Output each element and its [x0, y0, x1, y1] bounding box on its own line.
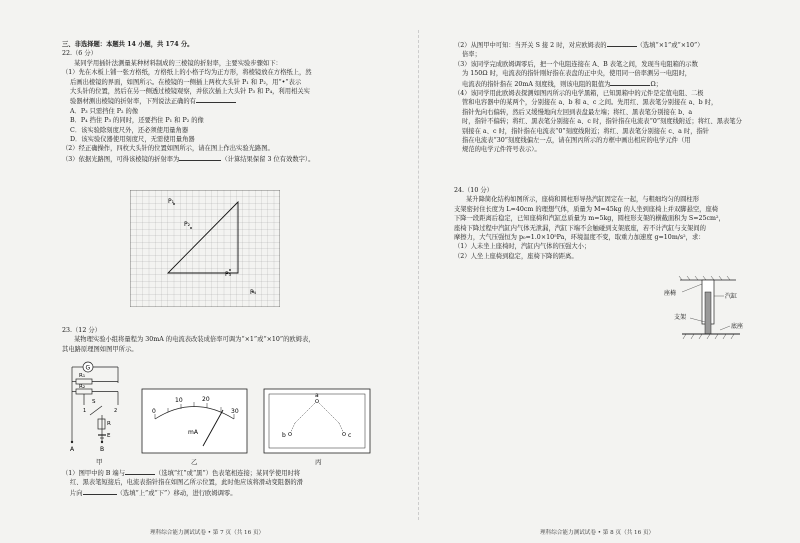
label-terminal-1: 1	[83, 408, 87, 414]
q22-option-a: A．P₃ 只需挡住 P₂ 的像	[70, 107, 139, 115]
q23-p3-blank[interactable]	[610, 79, 650, 86]
q23-block	[62, 326, 384, 354]
q23-p2b: （选填“×1”或“×10”）	[636, 42, 704, 49]
label-r2: R₂	[79, 384, 86, 390]
q23-p4f: 指在电流表“30”刻度线偏左一点，请在图丙所示的方框中画出相应的电学元件（用	[462, 137, 691, 145]
q22-s3	[62, 154, 384, 164]
label-p3: P₃	[225, 271, 232, 278]
q22-option-b: B．P₄ 挡住 P₃ 的同时，还要挡住 P₁ 和 P₂ 的像	[70, 117, 204, 125]
meter-symbol: G	[85, 364, 91, 372]
q23-p4c: 指针先向右偏转，然后又缓慢地向左回到表盘最左端；将红、黑表笔分别接在 b、a	[462, 108, 693, 116]
right-page	[454, 40, 764, 155]
section-title: 三、非选择题：本题共 14 小题，共 174 分。	[62, 41, 194, 48]
q23-p3b: 为 150Ω 时，电流表的指针刚好指在表盘的正中央，使用同一倍率测另一电阻时，	[462, 70, 692, 78]
prism-grid-figure	[130, 190, 280, 307]
q24-t5: 摩擦力，大气压强恒为 p₀=1.0×10⁵Pa，环境温度不变，取重力加速度 g=10m/s²，求：	[454, 234, 705, 242]
q23-p1-blank1[interactable]	[125, 468, 155, 475]
tick-20: 20	[202, 396, 210, 403]
q23-part1	[62, 468, 384, 498]
page-divider	[418, 30, 419, 520]
q22-number: 22.（6 分）	[62, 50, 97, 58]
q23-p3-line	[454, 79, 764, 89]
q23-p3c: 电流表的指针指在 20mA 刻度线，则该电阻的阻值为	[462, 80, 611, 88]
tick-30: 30	[231, 408, 239, 415]
q23-p4a: （4）该同学用此欧姆表探测如图丙所示的电学黑箱，已知黑箱中的元件是定值电阻、二极	[454, 90, 704, 98]
label-e: E	[107, 433, 111, 439]
q23-p2-blank[interactable]	[607, 40, 637, 47]
label-b: B	[100, 446, 105, 453]
footer-left: 理科综合能力测试试卷 • 第 7 页（共 16 页）	[150, 530, 265, 536]
q24-number: 24.（10 分）	[454, 187, 493, 194]
q24-t3: 下降一段距离后稳定，已知座椅和汽缸总质量为 m=5kg，圆柱形支架的横截面积为 S=25cm²，	[454, 215, 725, 223]
label-base: 底座	[731, 323, 744, 330]
q23-p4e: 别接在 a、c 时，指针指在电流表“0”刻度线附近；将红、黑表笔分别接在 c、a 时，指针	[462, 127, 710, 135]
q22-option-d: D．该实验仪器使用刻度尺，无需使用量角器	[70, 136, 195, 144]
lift-chair-figure	[660, 272, 760, 348]
caption-jia: 甲	[96, 458, 103, 466]
label-p1: P₁	[168, 198, 175, 205]
q24-t1: 某升降简化结构如图所示，座椅和圆柱形导热汽缸固定在一起，与粗细均匀的圆柱形	[466, 196, 699, 204]
tick-10: 10	[175, 397, 183, 404]
q23-p3a: （3）该同学完成欧姆调零后，把一个电阻连接在 A、B 表笔之间，发现当电阻箱的示数	[454, 60, 698, 68]
meter-unit: mA	[188, 429, 198, 436]
q22-s1a: （1）先在木板上铺一张方格纸，方格纸上的小格子均为正方形，将棱镜放在方格纸上，然	[62, 69, 312, 77]
q23-p1e: （选填“上”或“下”）移动，进行欧姆调零。	[116, 489, 237, 497]
label-p4: P₄	[250, 289, 257, 296]
q22-s1-blank[interactable]	[196, 96, 236, 103]
label-a: A	[70, 446, 75, 453]
q23-p4g: 规范的电学元件符号表示）。	[462, 146, 541, 154]
terminal-b[interactable]	[101, 441, 103, 443]
q23-number: 23.（12 分）	[62, 327, 101, 334]
q23-p1c: 红、黑表笔短接后，电流表指针指在如图乙所示位置，此时他应该将滑动变阻器的滑	[70, 479, 303, 487]
q22-s1b: 后画出棱镜的界面，如图所示。在棱镜的一侧插上两枚大头针 P₁ 和 P₂，用“•”表示	[70, 78, 302, 86]
q23-p2c: 倍率；	[462, 51, 481, 59]
node-b[interactable]	[289, 433, 292, 436]
label-s: S	[92, 399, 96, 405]
terminal-a[interactable]	[71, 441, 73, 443]
q22-s3-tail: （计算结果保留 3 位有效数字）。	[221, 155, 315, 163]
q23-p1b: （选填“红”或“黑”）色表笔相连接；某同学使用时将	[155, 470, 301, 477]
q22-option-c: C．该实验除刻度尺外，还必须使用量角器	[70, 126, 189, 134]
q23-p4b: 管和电容器中的某两个，分别接在 a、b 和 a、c 之间。先用红、黑表笔分别接在 a、b 时，	[462, 99, 718, 107]
q23-p1-line1	[62, 468, 384, 478]
caption-yi: 乙	[191, 458, 198, 466]
q23-intro-b: 其电路原理图如图甲所示。	[62, 345, 138, 353]
q23-p2a: （2）从图甲中可知：当开关 S 接 2 时，对应欧姆表的	[454, 42, 607, 49]
label-terminal-2: 2	[114, 408, 118, 414]
grid-paper	[130, 190, 280, 307]
switch-s[interactable]	[90, 406, 102, 415]
node-a[interactable]	[316, 400, 319, 403]
q24-t4: 座椅下降过程中汽缸内气体无泄漏，汽缸下端不会触碰到支架底座，若不计汽缸与支架间的	[454, 224, 706, 232]
q22-s1d-text: 验器材测出棱镜的折射率，下列说法正确的有	[70, 98, 196, 106]
q23-p1d: 片向	[70, 489, 83, 497]
q22-s3-blank[interactable]	[179, 154, 221, 161]
q23-p2-line	[454, 40, 764, 50]
q23-p1-line3	[62, 488, 384, 498]
q23-p3d: Ω；	[650, 80, 663, 88]
node-c[interactable]	[343, 433, 346, 436]
q22-s2: （2）经正确操作，四枚大头针的位置如图所示，请在图上作出实验光路图。	[62, 145, 274, 153]
label-r1: R₁	[79, 373, 86, 379]
pin-p2	[190, 227, 192, 229]
label-stand: 支架	[674, 314, 687, 321]
q23-p1-blank2[interactable]	[83, 488, 117, 495]
label-r: R	[107, 421, 111, 427]
rheostat-r[interactable]	[98, 419, 105, 429]
label-node-c: c	[348, 432, 352, 439]
label-seat: 座椅	[664, 290, 677, 297]
left-page	[62, 40, 384, 164]
q23-intro-a: 某物理实验小组将量程为 30mA 的电流表改装成倍率可调为“×1”或“×10”的欧姆表，	[74, 336, 315, 344]
q23-p1a: （1）图甲中的 B 端与	[62, 470, 126, 477]
q23-p4d: 时，指针不偏转；将红、黑表笔分别接在 a、c 时，指针指在电流表“0”刻度线附近；将红、黑表笔分	[462, 118, 742, 126]
label-node-b: b	[282, 432, 286, 439]
q22-s1c: 大头针的位置，然后在另一侧透过棱镜观察，并依次插上大头针 P₃ 和 P₄，利用相关实	[70, 88, 310, 96]
label-node-a: a	[315, 392, 319, 399]
support-rod	[705, 292, 711, 334]
meter-dial-yi	[141, 388, 248, 454]
circuit-diagram-jia	[62, 357, 137, 457]
caption-bing: 丙	[315, 458, 322, 466]
label-p2: P₂	[184, 221, 191, 228]
q24-t2: 支架密封住长度为 L=40cm 的理想气体，质量为 M=45kg 的人坐到座椅上并双脚悬空，座椅	[454, 205, 719, 213]
tick-0: 0	[152, 408, 156, 415]
black-box-bing	[262, 387, 372, 455]
q22-s1d	[62, 96, 384, 106]
meter-frame	[142, 389, 247, 453]
q24-block	[454, 186, 764, 261]
q22-s3-text: （3）依据光路图，可得该棱镜的折射率为	[62, 155, 180, 163]
q24-q1: （1）人未坐上座椅时，汽缸内气体的压强大小；	[454, 243, 591, 251]
footer-right: 理科综合能力测试试卷 • 第 8 页（共 16 页）	[540, 530, 655, 536]
q24-q2: （2）人坐上座椅到稳定，座椅下降的距离。	[454, 252, 578, 260]
label-cylinder: 汽缸	[725, 293, 738, 300]
q22-intro: 某同学用插针法测量某种材料制成的三棱镜的折射率，主要实验步骤如下：	[74, 59, 282, 67]
